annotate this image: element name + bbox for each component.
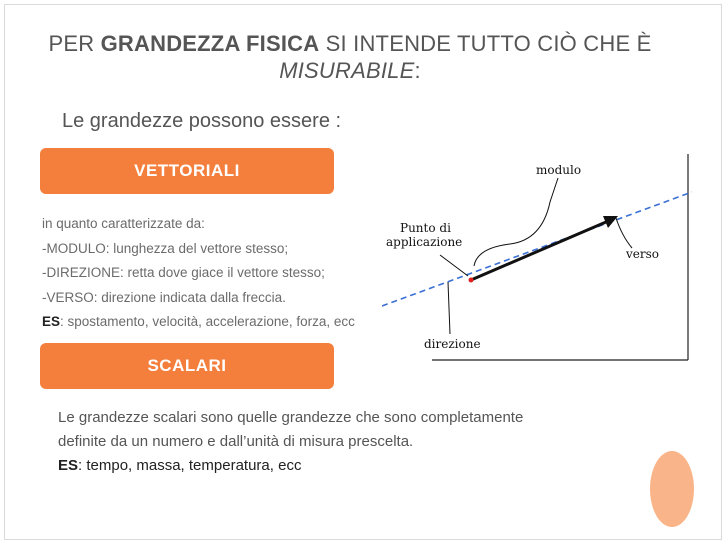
scalari-example [58,454,523,478]
title-suffix: : [414,58,421,83]
vettoriali-line: -DIREZIONE: retta dove giace il vettore stesso; [42,265,325,280]
vettoriali-line: -MODULO: lunghezza del vettore stesso; [42,240,289,256]
scalari-line: Le grandezze scalari sono quelle grandezze che sono completamente [58,409,524,426]
vector-diagram [382,152,692,364]
application-point [469,278,474,283]
scalari-description [58,406,523,478]
es-label: ES [58,457,79,474]
title-italic: MISURABILE [279,58,415,83]
direzione-label: direzione [424,337,481,351]
vettoriali-description [42,212,355,335]
verso-label: verso [626,247,659,261]
title-middle: SI INTENDE TUTTO CIÒ CHE È [319,31,652,56]
title-bold: GRANDEZZA FISICA [100,31,320,56]
scalari-line: definite da un numero e dall’unità di misura prescelta. [58,433,414,450]
punto-label-2: applicazione [386,235,463,249]
es-label: ES [42,314,61,329]
verso-pointer [616,218,632,248]
punto-pointer [440,255,468,276]
vettoriali-label: VETTORIALI [40,148,334,194]
subtitle: Le grandezze possono essere : [62,110,342,132]
page-title [40,30,660,84]
vettoriali-line: -VERSO: direzione indicata dalla freccia. [42,289,286,305]
punto-label-1: Punto di [400,221,451,235]
decorative-circle [650,451,694,527]
vettoriali-example [42,310,355,335]
es-text: : spostamento, velocità, accelerazione, forza, ecc [60,314,355,329]
es-text: : tempo, massa, temperatura, ecc [78,457,302,474]
vettoriali-line: in quanto caratterizzate da: [42,216,205,231]
scalari-label: SCALARI [40,343,334,389]
modulo-pointer [474,178,558,266]
title-prefix: PER [48,31,101,56]
vector-arrow-shaft [471,222,606,280]
direzione-pointer [448,282,450,334]
modulo-label: modulo [536,163,582,177]
